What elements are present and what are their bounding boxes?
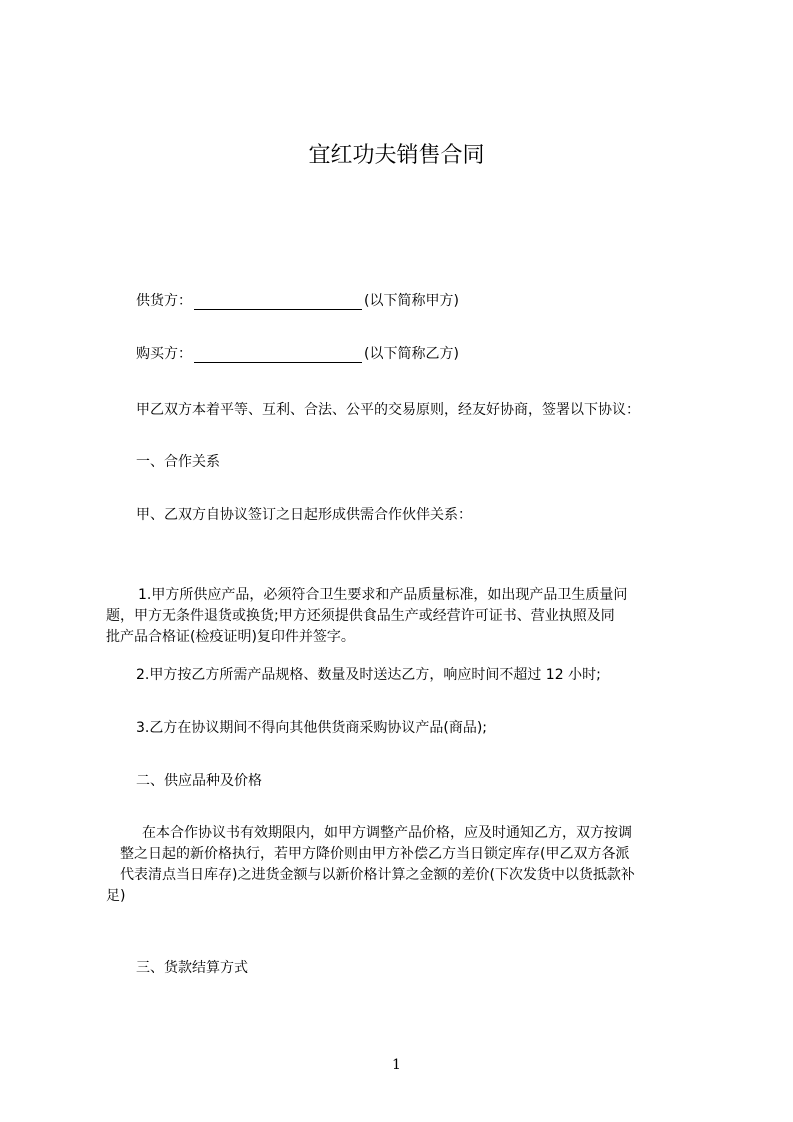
item-1-line-1: 1.甲方所供应产品，必须符合卫生要求和产品质量标准，如出现产品卫生质量问	[138, 587, 628, 603]
intro-paragraph: 甲乙双方本着平等、互利、合法、公平的交易原则，经友好协商，签署以下协议：	[136, 402, 640, 418]
contract-title: 宜红功夫销售合同	[308, 143, 485, 168]
supplier-label: 供货方：	[136, 293, 192, 309]
page-number: 1	[392, 1057, 401, 1073]
item-1-line-3: 批产品合格证(检疫证明)复印件并签字。	[106, 629, 355, 645]
section-2-line-1: 在本合作协议书有效期限内，如甲方调整产品价格，应及时通知乙方，双方按调	[142, 825, 632, 841]
buyer-line	[136, 344, 732, 364]
section-2-paragraph	[106, 823, 702, 907]
section-1-item-2: 2.甲方按乙方所需产品规格、数量及时送达乙方，响应时间不超过 12 小时;	[136, 667, 601, 683]
section-2-heading: 二、供应品种及价格	[136, 773, 262, 789]
section-2-line-2: 整之日起的新价格执行，若甲方降价则由甲方补偿乙方当日锁定库存(甲乙双方各派	[120, 846, 630, 862]
section-2-line-3: 代表清点当日库存)之进货金额与以新价格计算之金额的差价(下次发货中以货抵款补	[120, 867, 635, 883]
supplier-blank-field	[194, 291, 362, 310]
section-1-item-1	[106, 585, 702, 648]
section-1-item-3: 3.乙方在协议期间不得向其他供货商采购协议产品(商品);	[136, 720, 487, 736]
buyer-label: 购买方：	[136, 346, 192, 362]
buyer-blank-field	[194, 344, 362, 363]
section-1-lead: 甲、乙双方自协议签订之日起形成供需合作伙伴关系：	[136, 507, 472, 523]
section-1-heading: 一、合作关系	[136, 454, 220, 470]
item-1-line-2: 题，甲方无条件退货或换货;甲方还须提供食品生产或经营许可证书、营业执照及同	[106, 608, 615, 624]
section-3-heading: 三、货款结算方式	[136, 960, 248, 976]
supplier-line	[136, 291, 732, 311]
buyer-note: (以下简称乙方)	[364, 346, 459, 362]
supplier-note: (以下简称甲方)	[364, 293, 459, 309]
section-2-line-4: 足)	[106, 888, 126, 904]
